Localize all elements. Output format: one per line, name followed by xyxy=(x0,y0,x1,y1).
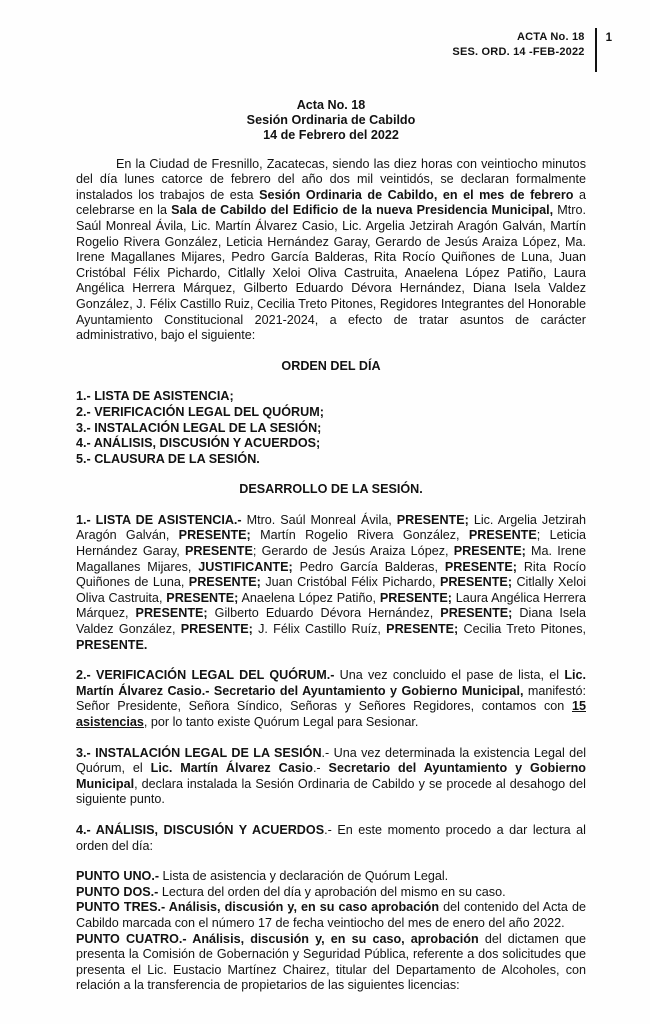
title-acta-number: Acta No. 18 xyxy=(296,98,366,112)
text-run: ; Gerardo de Jesús Araiza López, xyxy=(252,544,454,559)
text-run: Ma. Irene Magallanes Mijares, xyxy=(76,544,586,574)
section-verificacion-quorum xyxy=(76,668,586,730)
text-run: 3.- INSTALACIÓN LEGAL DE LA SESIÓN; xyxy=(76,420,322,435)
bold-text-run: PUNTO CUATRO.- Análisis, discusión y, en su caso, aprobación xyxy=(76,931,479,946)
text-run: 2.- VERIFICACIÓN LEGAL DEL QUÓRUM; xyxy=(76,404,324,419)
bold-text-run: PRESENTE; xyxy=(178,528,251,543)
text-run: Gilberto Eduardo Dévora Hernández, xyxy=(207,606,441,621)
agenda-item-1 xyxy=(76,389,586,405)
text-run: Mtro. Saúl Monreal Ávila, xyxy=(246,512,397,527)
desarrollo-heading xyxy=(76,482,586,498)
punto-cuatro xyxy=(76,932,586,994)
document-header xyxy=(76,28,612,74)
agenda-item-3 xyxy=(76,421,586,437)
bold-text-run: PRESENTE. xyxy=(76,637,148,652)
text-run: , declara instalada la Sesión Ordinaria de Cabildo y se procede al desahogo del siguiente punto. xyxy=(76,776,586,807)
text-run: .- En este momento procedo a dar lectura al orden del día: xyxy=(76,822,586,853)
header-labels xyxy=(452,28,584,60)
page-number: 1 xyxy=(605,32,612,44)
text-run: Citlally Xeloi Oliva Castruita, xyxy=(76,575,587,605)
text-run: Cecilia Treto Pitones, xyxy=(458,622,586,637)
text-run: manifestó: Señor Presidente, Señora Síndico, Señoras y Señores Regidores, contamos con xyxy=(76,683,586,714)
text-run: Diana Isela Valdez González, xyxy=(76,606,586,637)
text-run: 5.- CLAUSURA DE LA SESIÓN. xyxy=(76,451,260,466)
text-run: Martín Rogelio Rivera González, xyxy=(250,528,469,543)
section-lista-asistencia xyxy=(76,513,586,653)
bold-text-run: PRESENTE; xyxy=(180,622,253,637)
opening-paragraph xyxy=(76,157,586,344)
text-run: Lic. Argelia Jetzirah Aragón Galván, xyxy=(76,512,586,543)
bold-text-run: PUNTO UNO.- xyxy=(76,869,163,884)
bold-text-run: Lic. Martín Álvarez Casio xyxy=(150,761,313,776)
text-run: Laura Angélica Herrera Márquez, xyxy=(76,590,586,621)
document-body xyxy=(76,157,586,994)
title-session-date: 14 de Febrero del 2022 xyxy=(263,128,399,143)
text-run: ORDEN DEL DÍA xyxy=(281,358,381,373)
text-run: J. Félix Castillo Ruíz, xyxy=(252,622,387,637)
bold-text-run: PRESENTE; xyxy=(396,512,469,527)
agenda-item-2 xyxy=(76,405,586,421)
bold-text-run: Sesión Ordinaria de Cabildo, en el mes de febrero xyxy=(259,187,574,202)
text-run: Anaelena López Patiño, xyxy=(238,590,380,605)
underlined-text-run: 15 asistencias xyxy=(76,699,586,730)
text-run: DESARROLLO DE LA SESIÓN. xyxy=(239,482,423,497)
bold-text-run: PRESENTE; xyxy=(386,622,459,637)
text-run: del dictamen que presenta la Comisión de Gobernación y Seguridad Pública, referente a dos solicitudes que presenta el Lic. Eustacio Martínez Chairez, titular del Departamento de Alcoholes, con relación a la transferencia de propietarios de las siguientes licencias: xyxy=(76,931,586,993)
bold-text-run: PRESENTE; xyxy=(188,575,261,590)
bold-text-run: JUSTIFICANTE; xyxy=(198,559,293,574)
punto-tres xyxy=(76,900,586,931)
bold-text-run: Sala de Cabildo del Edificio de la nueva Presidencia Municipal, xyxy=(171,203,554,218)
text-run: ; Leticia Hernández Garay, xyxy=(76,528,586,559)
bold-text-run: PUNTO DOS.- xyxy=(76,884,162,899)
bold-text-run: PUNTO TRES.- Análisis, discusión y, en su caso aprobación xyxy=(76,900,440,915)
punto-uno xyxy=(76,869,586,885)
bold-text-run: PRESENTE; xyxy=(453,544,526,559)
text-run: Rita Rocío Quiñones de Luna, xyxy=(76,559,586,590)
header-acta-number: ACTA No. 18 xyxy=(517,31,585,43)
bold-text-run: PRESENTE; xyxy=(135,606,208,621)
text-run: , por lo tanto existe Quórum Legal para Sesionar. xyxy=(143,715,419,730)
text-run: Pedro García Balderas, xyxy=(292,559,445,574)
bold-text-run: PRESENTE; xyxy=(379,590,452,605)
text-run: Lectura del orden del día y aprobación del mismo en su caso. xyxy=(161,884,506,899)
section-analisis-acuerdos xyxy=(76,823,586,854)
bold-text-run: PRESENTE; xyxy=(166,590,239,605)
text-run: 4.- ANÁLISIS, DISCUSIÓN Y ACUERDOS; xyxy=(76,436,321,451)
punto-dos xyxy=(76,885,586,901)
bold-text-run: 4.- ANÁLISIS, DISCUSIÓN Y ACUERDOS xyxy=(76,822,325,837)
orden-del-dia-heading xyxy=(76,359,586,375)
document-title xyxy=(76,98,586,144)
text-run: .- Una vez determinada la existencia Legal del Quórum, el xyxy=(76,745,586,776)
text-run: .- xyxy=(312,761,329,776)
bold-text-run: PRESENTE; xyxy=(444,559,517,574)
bold-text-run: Secretario del Ayuntamiento y Gobierno Municipal xyxy=(76,761,586,791)
text-run: a celebrarse en la xyxy=(76,187,587,218)
text-run: 1.- LISTA DE ASISTENCIA; xyxy=(76,389,234,404)
header-divider xyxy=(595,28,597,72)
bold-text-run: 3.- INSTALACIÓN LEGAL DE LA SESIÓN xyxy=(76,745,322,760)
text-run: del contenido del Acta de Cabildo marcada con el número 17 de fecha veintiocho del mes de enero del año 2022. xyxy=(76,900,586,930)
text-run: Una vez concluido el pase de lista, el xyxy=(339,668,565,683)
bold-text-run: PRESENTE; xyxy=(439,575,513,590)
text-run: En la Ciudad de Fresnillo, Zacatecas, siendo las diez horas con veintiocho minutos del día lunes catorce de febrero del año dos mil veintidós, se declaran formalmente instalados los trabajos de esta xyxy=(76,156,586,202)
bold-text-run: Lic. Martín Álvarez Casio.- Secretario del Ayuntamiento y Gobierno Municipal, xyxy=(76,668,587,698)
bold-text-run: 1.- LISTA DE ASISTENCIA.- xyxy=(76,512,247,527)
section-instalacion-legal xyxy=(76,746,586,808)
bold-text-run: PRESENTE xyxy=(184,544,253,559)
agenda-item-5 xyxy=(76,452,586,468)
text-run: Lista de asistencia y declaración de Quórum Legal. xyxy=(162,869,449,884)
bold-text-run: PRESENTE; xyxy=(440,606,513,621)
agenda-item-4 xyxy=(76,436,586,452)
title-session-type: Sesión Ordinaria de Cabildo xyxy=(246,113,416,128)
bold-text-run: 2.- VERIFICACIÓN LEGAL DEL QUÓRUM.- xyxy=(76,668,340,683)
text-run: Juan Cristóbal Félix Pichardo, xyxy=(260,575,440,590)
bold-text-run: PRESENTE xyxy=(468,528,537,543)
text-run: Mtro. Saúl Monreal Ávila, Lic. Martín Álvarez Casio, Lic. Argelia Jetzirah Aragón Galván, Martín Rogelio Rivera González, Leticia Hernández Garay, Gerardo de Jesús Araiza López, Ma. Irene Magallanes Mijares, Pedro García Balderas, Rita Rocío Quiñones de Luna, Juan Cristóbal Félix Pichardo, Citlally Xeloi Oliva Castruita, Anaelena López Patiño, Laura Angélica Herrera Márquez, Gilberto Eduardo Dévora Hernández, Diana Isela Valdez González, J. Félix Castillo Ruiz, Cecilia Treto Pitones, Regidores Integrantes del Honorable Ayuntamiento Constitucional 2021-2024, a efecto de tratar asuntos de carácter administrativo, bajo el siguiente: xyxy=(76,203,586,343)
header-session-date: SES. ORD. 14 -FEB-2022 xyxy=(452,46,585,58)
